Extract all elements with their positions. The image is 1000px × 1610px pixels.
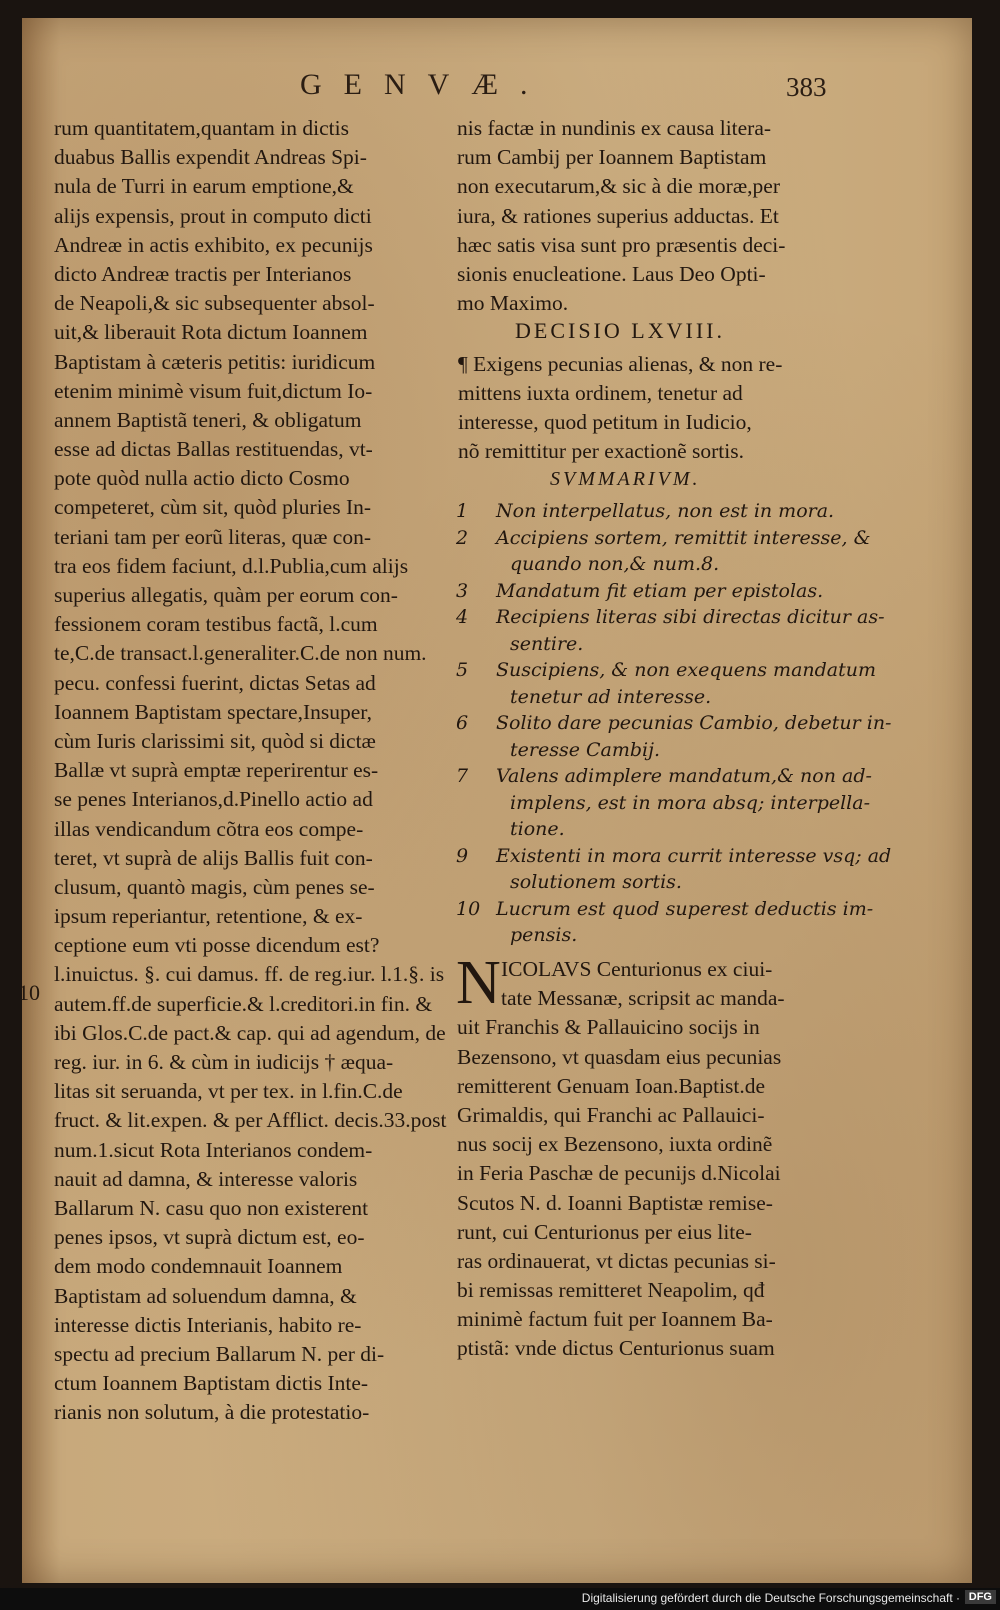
text-line: Andreæ in actis exhibito, ex pecunijs: [54, 232, 373, 257]
summarium-item: [456, 657, 877, 710]
text-line: alijs expensis, prout in computo dicti: [54, 203, 372, 228]
text-line: remitterent Genuam Ioan.Baptist.de: [457, 1073, 766, 1098]
text-line: Grimaldis, qui Franchi ac Pallauici-: [457, 1102, 765, 1127]
text-line: ceptione eum vti posse dicendum est?: [54, 933, 380, 958]
summarium-item-number: 2: [456, 526, 469, 549]
text-line: rum Cambij per Ioannem Baptistam: [457, 145, 767, 170]
summarium-item-number: 5: [456, 659, 469, 681]
dfg-logo: DFG: [965, 1590, 996, 1604]
text-line: dicto Andreæ tractis per Interianos: [54, 261, 352, 286]
text-line: reg. iur. in 6. & cùm in iudicijs † æqua-: [54, 1050, 394, 1074]
summarium-item: [456, 896, 874, 949]
text-line: te,C.de transact.l.generaliter.C.de non num.: [54, 641, 427, 666]
footer-bar: [0, 1588, 1000, 1610]
text-line: clusum, quantò magis, cùm penes se-: [54, 874, 375, 899]
text-line: Scutos N. d. Ioanni Baptistæ remise-: [457, 1190, 773, 1215]
text-line: rum quantitatem,quantam in dictis: [54, 116, 349, 140]
text-line: spectu ad precium Ballarum N. per di-: [54, 1341, 385, 1366]
text-line: non executarum,& sic à die moræ,per: [457, 174, 780, 199]
summarium-item-text: Mandatum fit etiam per epistolas.: [496, 579, 824, 602]
margin-number: 10: [18, 980, 40, 1005]
summarium-item-number: 4: [456, 606, 469, 628]
summarium-item-number: 6: [456, 712, 469, 734]
text-line: cùm Iuris clarissimi sit, quòd si dictæ: [54, 728, 376, 753]
text-line: sionis enucleatione. Laus Deo Opti-: [457, 261, 766, 286]
summarium-item: [456, 498, 841, 525]
summarium-item-text: teresse Cambij.: [510, 738, 661, 761]
summarium-item-text: Accipiens sortem, remittit interesse, &: [496, 526, 871, 549]
summarium-item: [456, 763, 872, 843]
text-line: ICOLAVS Centurionus ex ciui-: [501, 957, 773, 981]
text-line: Baptistam ad soluendum damna, &: [54, 1283, 357, 1308]
text-line: Ballarum N. casu quo non existerent: [54, 1195, 369, 1220]
text-line: nis factæ in nundinis ex causa litera-: [457, 116, 772, 140]
summarium-item-text: sentire.: [510, 632, 584, 655]
summarium-item: [456, 710, 892, 763]
text-line: bi remissas remitteret Neapolim, qđ: [457, 1278, 765, 1303]
page-number: 383: [786, 72, 827, 102]
text-line: nauit ad damna, & interesse valoris: [54, 1166, 358, 1191]
summarium-item: [456, 604, 885, 657]
text-line: tate Messanæ, scripsit ac manda-: [501, 986, 785, 1011]
summarium-item-text: Solito dare pecunias Cambio, debetur in-: [496, 712, 892, 734]
right-column-body: [456, 949, 837, 1364]
text-line: duabus Ballis expendit Andreas Spi-: [54, 145, 367, 170]
text-line: Bezensono, vt quasdam eius pecunias: [457, 1044, 782, 1069]
summarium-item-text: tenetur ad interesse.: [510, 685, 712, 708]
text-line: in Feria Paschæ de pecunijs d.Nicolai: [457, 1161, 781, 1186]
summarium-item-text: tione.: [510, 818, 565, 840]
dropcap-initial: N: [456, 949, 501, 1017]
summarium-item-text: implens, est in mora absq; interpella-: [510, 791, 870, 814]
text-line: minimè factum fuit per Ioannem Ba-: [457, 1307, 773, 1332]
text-line: iura, & rationes superius adductas. Et: [457, 203, 779, 228]
summarium-item-text: Non interpellatus, non est in mora.: [496, 500, 835, 522]
text-line: hæc satis visa sunt pro præsentis deci-: [457, 232, 786, 257]
summarium-item-text: quando non,& num.8.: [510, 553, 720, 575]
summarium-item-text: Existenti in mora currit interesse vsq; ad: [496, 844, 892, 867]
text-line: teriani tam per eorũ literas, quæ con-: [54, 524, 372, 549]
text-line: etenim minimè visum fuit,dictum Io-: [54, 378, 373, 403]
text-line: autem.ff.de superficie.& l.creditori.in fin. &: [54, 991, 433, 1016]
summarium-item-number: 10: [456, 897, 481, 920]
decisio-heading: DECISIO LXVIII.: [515, 318, 725, 343]
text-line: se penes Interianos,d.Pinello actio ad: [54, 787, 373, 812]
summary-line: interesse, quod petitum in Iudicio,: [458, 410, 752, 434]
text-line: nula de Turri in earum emptione,&: [54, 174, 354, 199]
summarium-item-text: Recipiens literas sibi directas dicitur as-: [496, 606, 885, 628]
text-line: illas vendicandum cõtra eos compe-: [54, 816, 364, 841]
summary-line: ¶ Exigens pecunias alienas, & non re-: [458, 352, 783, 376]
summarium-item-text: pensis.: [510, 924, 578, 946]
text-line: fessionem coram testibus factã, l.cum: [54, 612, 378, 637]
text-line: runt, cui Centurionus per eius lite-: [457, 1219, 752, 1244]
text-line: dem modo condemnauit Ioannem: [54, 1254, 343, 1279]
summary-line: nõ remittitur per exactionẽ sortis.: [458, 439, 744, 463]
summarium-item: [456, 843, 892, 896]
text-line: nus socij ex Bezensono, iuxta ordinẽ: [457, 1132, 773, 1157]
text-line: ctum Ioannem Baptistam dictis Inte-: [54, 1371, 369, 1396]
summarium-item-text: Lucrum est quod superest deductis im-: [496, 897, 874, 920]
text-line: pecu. confessi fuerint, dictas Setas ad: [54, 670, 376, 695]
text-line: l.inuictus. §. cui damus. ff. de reg.iur. l.1.§. is: [54, 962, 445, 987]
summarium-item-number: 7: [456, 765, 469, 787]
text-line: ptistã: vnde dictus Centurionus suam: [457, 1336, 775, 1361]
summarium-item-text: solutionem sortis.: [510, 871, 682, 893]
summarium-item-number: 3: [456, 579, 469, 602]
text-line: ipsum reperiantur, retentione, & ex-: [54, 904, 363, 929]
text-line: annem Baptistã teneri, & obligatum: [54, 407, 362, 432]
text-line: Ballæ vt suprà emptæ reperirentur es-: [54, 758, 379, 783]
text-line: esse ad dictas Ballas restituendas, vt-: [54, 437, 373, 462]
text-line: penes ipsos, vt suprà dictum est, eo-: [54, 1225, 365, 1250]
summarium-list: [456, 498, 892, 949]
text-line: mo Maximo.: [457, 291, 569, 316]
text-line: teret, vt suprà de alijs Ballis fuit con-: [54, 845, 373, 870]
summarium-item-number: 9: [456, 844, 469, 867]
summarium-item-text: Valens adimplere mandatum,& non ad-: [496, 765, 872, 787]
decisio-summary: [458, 350, 838, 466]
text-line: interesse dictis Interianis, habito re-: [54, 1312, 362, 1337]
text-line: de Neapoli,& sic subsequenter absol-: [54, 291, 375, 316]
text-line: num.1.sicut Rota Interianos condem-: [54, 1137, 373, 1162]
left-column: [54, 114, 447, 1427]
text-line: uit,& liberauit Rota dictum Ioannem: [54, 320, 368, 345]
text-line: Ioannem Baptistam spectare,Insuper,: [54, 699, 372, 724]
text-line: superius allegatis, quàm per eorum con-: [54, 583, 398, 607]
right-column-opening: [457, 114, 837, 318]
summarium-item: [456, 525, 871, 578]
text-line: rianis non solutum, à die protestatio-: [54, 1400, 370, 1425]
text-line: Baptistam à cæteris petitis: iuridicum: [54, 349, 376, 374]
text-line: competeret, cùm sit, quòd pluries In-: [54, 495, 372, 520]
text-line: litas sit seruanda, vt per tex. in l.fin.C.de: [54, 1079, 403, 1104]
text-line: fruct. & lit.expen. & per Afflict. decis.33.post: [54, 1108, 447, 1133]
summarium-title: SVMMARIVM.: [550, 468, 701, 490]
summarium-item-text: Suscipiens, & non exequens mandatum: [496, 659, 877, 681]
text-line: uit Franchis & Pallauicino socijs in: [457, 1015, 760, 1040]
text-line: tra eos fidem faciunt, d.l.Publia,cum alijs: [54, 553, 409, 578]
footer-text: Digitalisierung gefördert durch die Deutsche Forschungsgemeinschaft ·: [581, 1591, 960, 1605]
summarium-item-number: 1: [456, 500, 469, 522]
text-line: pote quòd nulla actio dicto Cosmo: [54, 466, 350, 491]
summary-line: mittens iuxta ordinem, tenetur ad: [458, 381, 743, 405]
summarium-item: [456, 578, 841, 605]
text-line: ras ordinauerat, vt dictas pecunias si-: [457, 1248, 776, 1273]
text-line: ibi Glos.C.de pact.& cap. qui ad agendum, de: [54, 1020, 446, 1045]
running-head: GENVÆ.: [300, 68, 550, 101]
